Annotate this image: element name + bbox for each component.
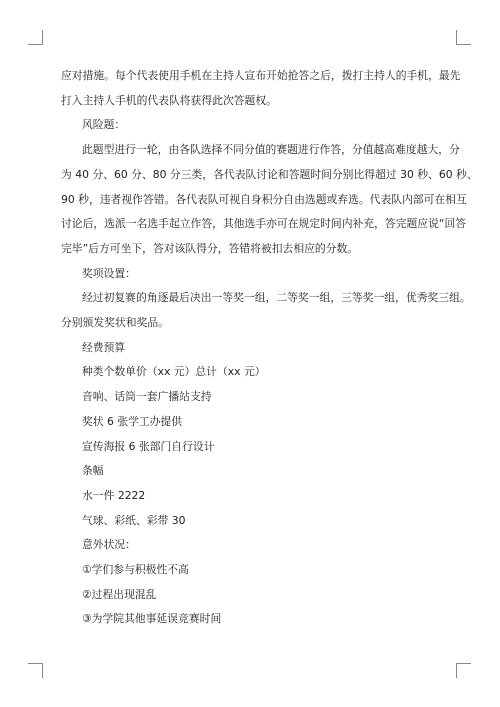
contingency-item-1: ①学们参与积极性不高 bbox=[82, 563, 189, 577]
text-line-7: 讨论后，选派一名选手起立作答，其他选手亦可在规定时间内补充，答完题应说“回答 bbox=[61, 217, 467, 231]
text-line-4: 此题型进行一轮，由各队选择不同分值的赛题进行作答，分值越高难度越大，分 bbox=[82, 143, 460, 157]
budget-item-balloons: 气球、彩纸、彩带 30 bbox=[82, 513, 186, 527]
budget-item-water: 水一件 2222 bbox=[82, 488, 146, 502]
section-heading-contingencies: 意外状况： bbox=[82, 538, 136, 552]
document-body bbox=[61, 64, 478, 632]
crop-mark-bottom-right bbox=[456, 663, 471, 678]
budget-item-banner: 条幅 bbox=[82, 464, 104, 478]
crop-mark-top-right bbox=[456, 30, 471, 45]
budget-item-audio: 音响、话筒一套广播站支持 bbox=[82, 390, 212, 404]
text-line-10: 经过初复赛的角逐最后决出一等奖一组，二等奖一组，三等奖一组，优秀奖三组。 bbox=[82, 291, 471, 305]
text-line-1: 应对措施。每个代表使用手机在主持人宣布开始抢答之后，拨打主持人的手机，最先 bbox=[61, 69, 461, 82]
contingency-item-2: ②过程出现混乱 bbox=[82, 587, 157, 601]
contingency-item-3: ③为学院其他事延误竞赛时间 bbox=[82, 612, 222, 626]
crop-mark-top-left bbox=[28, 30, 43, 45]
budget-item-certificates: 奖状 6 张学工办提供 bbox=[82, 414, 183, 428]
section-heading-awards: 奖项设置： bbox=[82, 266, 136, 280]
crop-mark-bottom-left bbox=[28, 663, 43, 678]
budget-item-posters: 宣传海报 6 张部门自行设计 bbox=[82, 439, 215, 453]
section-heading-budget: 经费预算 bbox=[82, 340, 126, 354]
text-line-6: 90 秒，违者视作答错。各代表队可视自身积分自由选题或弃选。代表队内部可在相互 bbox=[61, 192, 467, 206]
section-heading-risk: 风险题： bbox=[82, 118, 126, 132]
text-line-2: 打入主持人手机的代表队将获得此次答题权。 bbox=[61, 93, 277, 107]
text-line-5: 为 40 分、60 分、80 分三类，各代表队讨论和答题时间分别比得超过 30 秒、60 秒、 bbox=[61, 167, 478, 181]
text-line-11: 分别颁发奖状和奖品。 bbox=[61, 316, 169, 330]
text-line-8: 完毕”后方可坐下，答对该队得分，答错将被扣去相应的分数。 bbox=[61, 241, 359, 255]
budget-header-line: 种类个数单价（xx 元）总计（xx 元） bbox=[82, 365, 266, 379]
